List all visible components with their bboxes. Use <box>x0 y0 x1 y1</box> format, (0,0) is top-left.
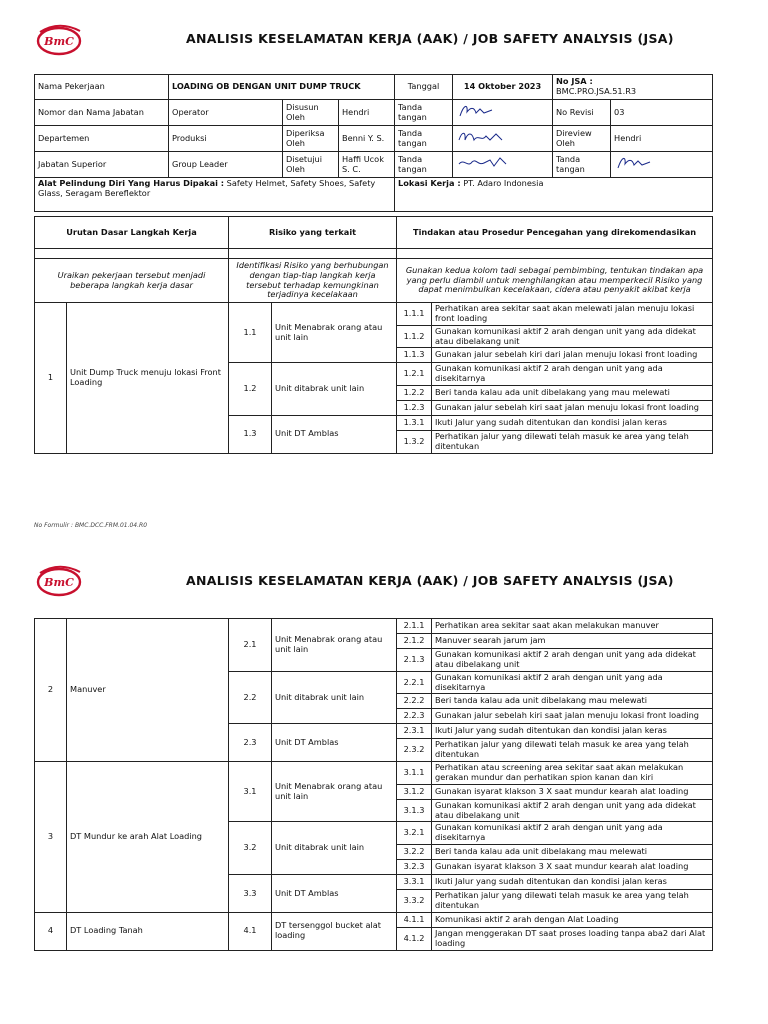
action-text: Gunakan komunikasi aktif 2 arah dengan unit yang ada didekat atau dibelakang unit <box>432 649 713 672</box>
action-text: Gunakan komunikasi aktif 2 arah dengan unit yang ada disekitarnya <box>432 822 713 845</box>
disusun-label: Disusun Oleh <box>283 100 339 126</box>
risk-number: 2.2 <box>229 671 272 724</box>
company-logo <box>34 563 84 605</box>
lokasi-cell <box>395 178 713 212</box>
action-text: Beri tanda kalau ada unit dibelakang mau melewati <box>432 845 713 860</box>
document-title: ANALISIS KESELAMATAN KERJA (AAK) / JOB SAFETY ANALYSIS (JSA) <box>186 573 674 588</box>
signature-image <box>614 154 654 172</box>
risk-name: Unit Menabrak orang atau unit lain <box>272 762 397 822</box>
step-name: DT Loading Tanah <box>67 912 229 950</box>
departemen-label: Departemen <box>35 126 169 152</box>
step-number: 2 <box>35 619 67 762</box>
action-number: 3.2.3 <box>397 860 432 875</box>
svg-text:BmC: BmC <box>44 35 74 48</box>
apd-value: Safety Helmet, Safety Shoes, Safety Glass, Seragam Bereflektor <box>38 178 376 198</box>
action-text: Manuver searah jarum jam <box>432 634 713 649</box>
signature-image <box>456 128 516 146</box>
action-number: 1.2.1 <box>397 363 432 386</box>
column-header-langkah: Urutan Dasar Langkah Kerja <box>35 217 229 249</box>
step-name: Manuver <box>67 619 229 762</box>
column-desc-tindakan: Gunakan kedua kolom tadi sebagai pembimbing, tentukan tindakan apa yang perlu diambil untuk menghilangkan atau memperkecil Risiko yang dapat menimbulkan kecelakaan, cidera atau penyakit akibat kerja <box>397 259 713 303</box>
nama-pekerjaan-label: Nama Pekerjaan <box>35 75 169 100</box>
no-revisi-label: No Revisi <box>553 100 611 126</box>
column-desc-langkah: Uraikan pekerjaan tersebut menjadi beberapa langkah kerja dasar <box>35 259 229 303</box>
departemen-value: Produksi <box>169 126 283 152</box>
signature-direview <box>611 152 713 178</box>
risk-name: Unit Menabrak orang atau unit lain <box>272 303 397 363</box>
action-text: Perhatikan area sekitar saat akan melakukan manuver <box>432 619 713 634</box>
jabatan-superior-value: Group Leader <box>169 152 283 178</box>
disusun-value: Hendri <box>339 100 395 126</box>
table-row <box>35 619 713 634</box>
action-number: 3.3.2 <box>397 890 432 913</box>
signature-disusun <box>453 100 553 126</box>
company-logo <box>34 22 84 64</box>
lokasi-value: PT. Adaro Indonesia <box>463 178 544 188</box>
action-number: 3.2.2 <box>397 845 432 860</box>
action-text: Gunakan jalur sebelah kiri dari jalan menuju lokasi front loading <box>432 348 713 363</box>
jabatan-label: Nomor dan Nama Jabatan <box>35 100 169 126</box>
disetujui-label: Disetujui Oleh <box>283 152 339 178</box>
action-number: 1.2.2 <box>397 386 432 401</box>
no-jsa-label: No JSA : <box>556 76 593 87</box>
table-row <box>35 912 713 927</box>
risk-name: Unit DT Amblas <box>272 416 397 454</box>
action-text: Beri tanda kalau ada unit dibelakang mau melewati <box>432 694 713 709</box>
action-number: 2.2.3 <box>397 709 432 724</box>
action-number: 1.1.2 <box>397 325 432 348</box>
form-number: No Formulir : BMC.DCC.FRM.01.04.R0 <box>34 522 148 529</box>
tanda-tangan-label: Tanda tangan <box>395 126 453 152</box>
step-number: 1 <box>35 303 67 454</box>
action-number: 4.1.2 <box>397 927 432 950</box>
step-name: Unit Dump Truck menuju lokasi Front Loading <box>67 303 229 454</box>
action-number: 2.1.2 <box>397 634 432 649</box>
action-text: Gunakan isyarat klakson 3 X saat mundur kearah alat loading <box>432 784 713 799</box>
jabatan-superior-label: Jabatan Superior <box>35 152 169 178</box>
risk-name: Unit ditabrak unit lain <box>272 822 397 875</box>
risk-number: 3.3 <box>229 875 272 913</box>
risk-number: 3.2 <box>229 822 272 875</box>
action-number: 3.1.2 <box>397 784 432 799</box>
action-text: Beri tanda kalau ada unit dibelakang yang mau melewati <box>432 386 713 401</box>
document-title: ANALISIS KESELAMATAN KERJA (AAK) / JOB SAFETY ANALYSIS (JSA) <box>186 31 674 46</box>
risk-number: 1.2 <box>229 363 272 416</box>
risk-name: Unit DT Amblas <box>272 875 397 913</box>
table-row <box>35 762 713 785</box>
tanggal-label: Tanggal <box>395 75 453 100</box>
action-number: 1.3.1 <box>397 416 432 431</box>
action-number: 1.1.1 <box>397 303 432 326</box>
action-text: Jangan menggerakan DT saat proses loading tanpa aba2 dari Alat loading <box>432 927 713 950</box>
risk-name: Unit DT Amblas <box>272 724 397 762</box>
apd-label: Alat Pelindung Diri Yang Harus Dipakai : <box>38 178 225 188</box>
direview-value: Hendri <box>611 126 713 152</box>
risk-name: DT tersenggol bucket alat loading <box>272 912 397 950</box>
action-number: 2.2.1 <box>397 671 432 694</box>
no-jsa-cell <box>553 75 713 100</box>
lokasi-label: Lokasi Kerja : <box>398 178 461 188</box>
tanggal-value: 14 Oktober 2023 <box>453 75 553 100</box>
diperiksa-value: Benni Y. S. <box>339 126 395 152</box>
action-number: 3.3.1 <box>397 875 432 890</box>
action-number: 3.2.1 <box>397 822 432 845</box>
signature-disetujui <box>453 152 553 178</box>
signature-image <box>456 102 496 120</box>
risk-number: 1.3 <box>229 416 272 454</box>
risk-number: 2.3 <box>229 724 272 762</box>
action-text: Perhatikan atau screening area sekitar saat akan melakukan gerakan mundur dan perhatikan spion kanan dan kiri <box>432 762 713 785</box>
diperiksa-label: Diperiksa Oleh <box>283 126 339 152</box>
action-text: Gunakan komunikasi aktif 2 arah dengan unit yang ada disekitarnya <box>432 363 713 386</box>
direview-label: Direview Oleh <box>553 126 611 152</box>
action-text: Gunakan jalur sebelah kiri saat jalan menuju lokasi front loading <box>432 401 713 416</box>
step-number: 3 <box>35 762 67 913</box>
action-text: Gunakan komunikasi aktif 2 arah dengan unit yang ada disekitarnya <box>432 671 713 694</box>
action-text: Gunakan komunikasi aktif 2 arah dengan unit yang ada didekat atau dibelakang unit <box>432 799 713 822</box>
header-table <box>34 74 713 212</box>
svg-text:BmC: BmC <box>44 576 74 589</box>
no-revisi-value: 03 <box>611 100 713 126</box>
action-text: Perhatikan jalur yang dilewati telah masuk ke area yang telah ditentukan <box>432 739 713 762</box>
tanda-tangan-label: Tanda tangan <box>395 100 453 126</box>
action-text: Ikuti Jalur yang sudah ditentukan dan kondisi jalan keras <box>432 724 713 739</box>
action-text: Perhatikan jalur yang dilewati telah masuk ke area yang telah ditentukan <box>432 431 713 454</box>
column-desc-risiko: Identifikasi Risiko yang berhubungan dengan tiap-tiap langkah kerja tersebut terhadap kemungkinan terjadinya kecelakaan <box>229 259 397 303</box>
action-number: 4.1.1 <box>397 912 432 927</box>
tanda-tangan-label: Tanda tangan <box>395 152 453 178</box>
action-number: 2.1.3 <box>397 649 432 672</box>
action-number: 2.2.2 <box>397 694 432 709</box>
risk-name: Unit Menabrak orang atau unit lain <box>272 619 397 672</box>
action-number: 1.1.3 <box>397 348 432 363</box>
jsa-table-page2 <box>34 618 713 951</box>
column-header-risiko: Risiko yang terkait <box>229 217 397 249</box>
risk-name: Unit ditabrak unit lain <box>272 363 397 416</box>
disetujui-value: Haffi Ucok S. C. <box>339 152 395 178</box>
action-text: Perhatikan jalur yang dilewati telah masuk ke area yang telah ditentukan <box>432 890 713 913</box>
no-jsa-value: BMC.PRO.JSA.51.R3 <box>556 86 637 96</box>
action-text: Gunakan jalur sebelah kiri saat jalan menuju lokasi front loading <box>432 709 713 724</box>
action-text: Gunakan isyarat klakson 3 X saat mundur kearah alat loading <box>432 860 713 875</box>
risk-number: 3.1 <box>229 762 272 822</box>
action-text: Gunakan komunikasi aktif 2 arah dengan unit yang ada didekat atau dibelakang unit <box>432 325 713 348</box>
signature-image <box>456 154 516 172</box>
action-text: Perhatikan area sekitar saat akan melewati jalan menuju lokasi front loading <box>432 303 713 326</box>
action-number: 2.1.1 <box>397 619 432 634</box>
nama-pekerjaan-value: LOADING OB DENGAN UNIT DUMP TRUCK <box>169 75 395 100</box>
risk-name: Unit ditabrak unit lain <box>272 671 397 724</box>
risk-number: 1.1 <box>229 303 272 363</box>
table-row <box>35 303 713 326</box>
action-number: 2.3.2 <box>397 739 432 762</box>
action-number: 1.2.3 <box>397 401 432 416</box>
risk-number: 4.1 <box>229 912 272 950</box>
tanda-tangan-label: Tanda tangan <box>553 152 611 178</box>
jsa-table-page1 <box>34 216 713 454</box>
action-number: 1.3.2 <box>397 431 432 454</box>
risk-number: 2.1 <box>229 619 272 672</box>
step-number: 4 <box>35 912 67 950</box>
apd-cell <box>35 178 395 212</box>
action-text: Komunikasi aktif 2 arah dengan Alat Loading <box>432 912 713 927</box>
column-header-tindakan: Tindakan atau Prosedur Pencegahan yang direkomendasikan <box>397 217 713 249</box>
action-number: 3.1.1 <box>397 762 432 785</box>
step-name: DT Mundur ke arah Alat Loading <box>67 762 229 913</box>
action-text: Ikuti Jalur yang sudah ditentukan dan kondisi jalan keras <box>432 416 713 431</box>
signature-diperiksa <box>453 126 553 152</box>
action-number: 2.3.1 <box>397 724 432 739</box>
action-number: 3.1.3 <box>397 799 432 822</box>
jabatan-value: Operator <box>169 100 283 126</box>
action-text: Ikuti Jalur yang sudah ditentukan dan kondisi jalan keras <box>432 875 713 890</box>
